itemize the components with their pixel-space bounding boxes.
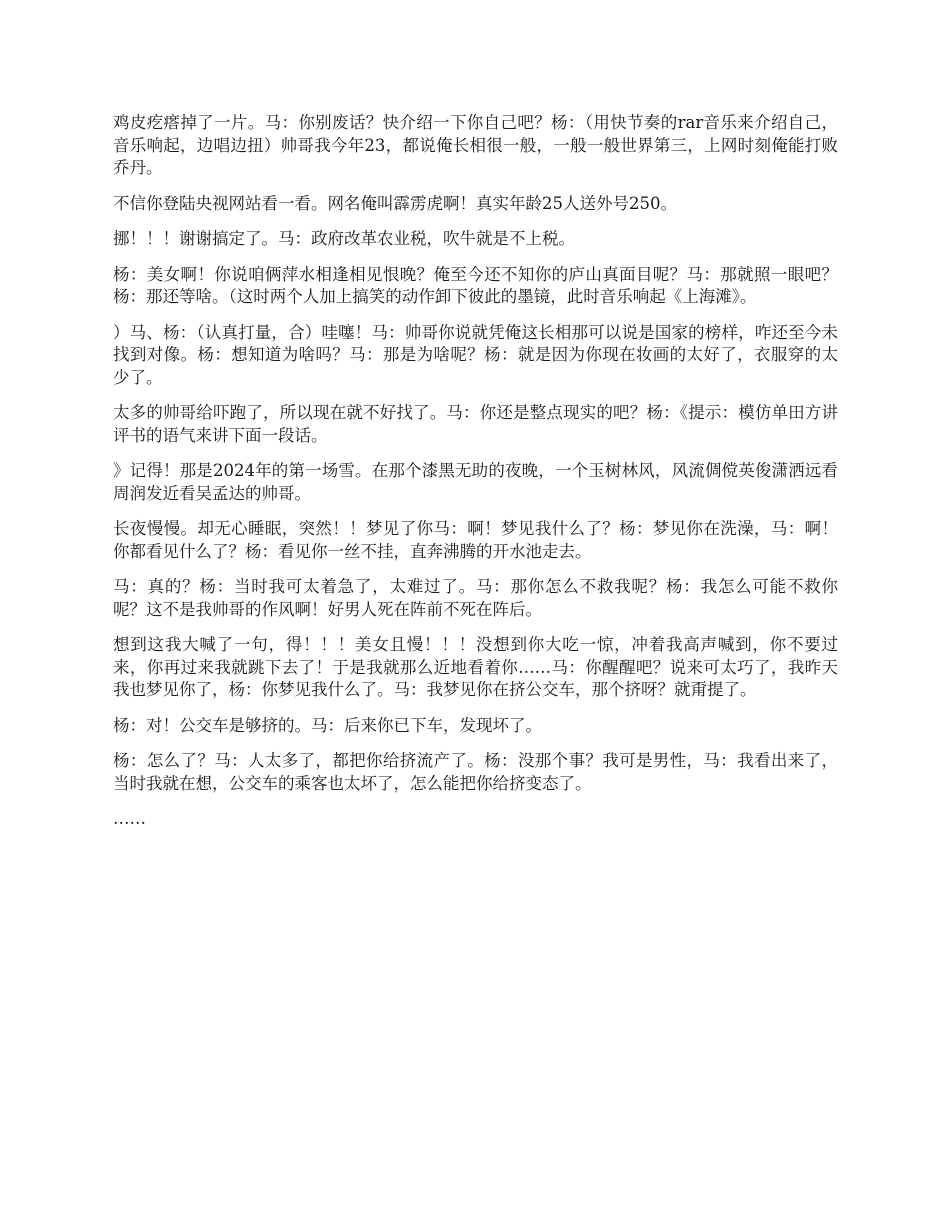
document-body bbox=[113, 112, 838, 831]
paragraph-8: 长夜慢慢。却无心睡眠，突然！！梦见了你马：啊！梦见我什么了？杨：梦见你在洗澡，马：啊！你都看见什么了？杨：看见你一丝不挂，直奔沸腾的开水池走去。 bbox=[113, 519, 838, 561]
paragraph-12: 杨：怎么了？马：人太多了，都把你给挤流产了。杨：没那个事？我可是男性，马：我看出来了，当时我就在想，公交车的乘客也太坏了，怎么能把你给挤变态了。 bbox=[113, 751, 838, 793]
paragraph-2: 不信你登陆央视网站看一看。网名俺叫霹雳虎啊！真实年龄25人送外号250。 bbox=[113, 193, 677, 213]
paragraph-4: 杨：美女啊！你说咱俩萍水相逢相见恨晚？俺至今还不知你的庐山真面目呢？马：那就照一眼吧？杨：那还等啥。（这时两个人加上搞笑的动作卸下彼此的墨镜，此时音乐响起《上海滩》。 bbox=[113, 264, 838, 306]
paragraph-5: ）马、杨：（认真打量，合）哇噻！马：帅哥你说就凭俺这长相那可以说是国家的榜样，咋还至今未找到对像。杨：想知道为啥吗？马：那是为啥呢？杨：就是因为你现在妆画的太好了，衣服穿的太少了。 bbox=[113, 322, 838, 387]
paragraph-10: 想到这我大喊了一句，得！！！美女且慢！！！没想到你大吃一惊，冲着我高声喊到，你不要过来，你再过来我就跳下去了！于是我就那么近地看着你……马：你醒醒吧？说来可太巧了，我昨天我也梦见你了，杨：你梦见我什么了。马：我梦见你在挤公交车，那个挤呀？就甭提了。 bbox=[113, 635, 838, 699]
paragraph-1: 鸡皮疙瘩掉了一片。马：你别废话？快介绍一下你自己吧？杨：（用快节奏的rar音乐来介绍自己，音乐响起，边唱边扭）帅哥我今年23，都说俺长相很一般，一般一般世界第三，上网时刻俺能打败乔丹。 bbox=[113, 113, 838, 177]
paragraph-9: 马：真的？杨：当时我可太着急了，太难过了。马：那你怎么不救我呢？杨：我怎么可能不救你呢？这不是我帅哥的作风啊！好男人死在阵前不死在阵后。 bbox=[113, 577, 838, 619]
paragraph-3: 挪！！！谢谢搞定了。马：政府改革农业税，吹牛就是不上税。 bbox=[113, 229, 575, 248]
ellipsis-paragraph: …… bbox=[113, 809, 146, 828]
paragraph-6: 太多的帅哥给吓跑了，所以现在就不好找了。马：你还是整点现实的吧？杨：《提示：模仿单田方讲评书的语气来讲下面一段话。 bbox=[113, 403, 838, 445]
paragraph-11: 杨：对！公交车是够挤的。马：后来你已下车，发现坏了。 bbox=[113, 715, 542, 735]
paragraph-7: 》记得！那是2024年的第一场雪。在那个漆黑无助的夜晚，一个玉树林风，风流倜傥英俊潇洒远看周润发近看吴孟达的帅哥。 bbox=[113, 461, 838, 503]
